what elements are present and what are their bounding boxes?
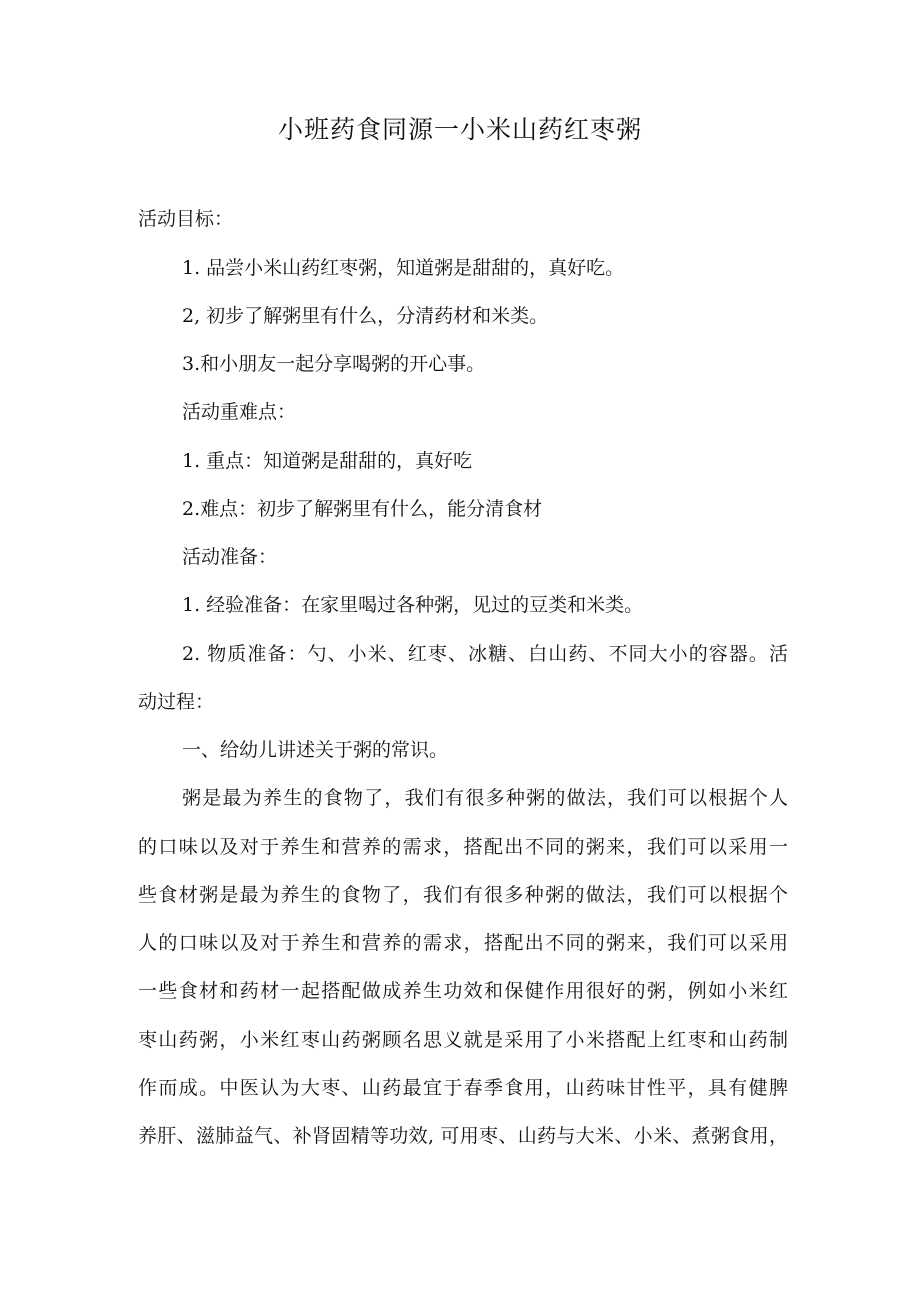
document-title: 小班药食同源一小米山药红枣粥 (277, 115, 642, 144)
preparation-item-2-line-2: 动过程： (138, 691, 215, 713)
paragraph-line: 人的口味以及对于养生和营养的需求，搭配出不同的粥来，我们可以采用 (138, 932, 788, 954)
paragraph-line: 枣山药粥，小米红枣山药粥顾名思义就是采用了小米搭配上红枣和山药制 (138, 1029, 788, 1051)
paragraph-line: 养肝、滋肺益气、补肾固精等功效, 可用枣、山药与大米、小米、煮粥食用， (138, 1125, 788, 1147)
preparation-item-1: 1. 经验准备：在家里喝过各种粥，见过的豆类和米类。 (182, 594, 644, 616)
goal-item-2: 2, 初步了解粥里有什么，分清药材和米类。 (182, 305, 549, 327)
paragraph-line: 一些食材和药材一起搭配做成养生功效和保健作用很好的粥，例如小米红 (138, 980, 788, 1002)
paragraph-line: 的口味以及对于养生和营养的需求，搭配出不同的粥来，我们可以采用一 (138, 836, 788, 858)
paragraph-line: 些食材粥是最为养生的食物了，我们有很多种粥的做法，我们可以根据个 (138, 884, 788, 906)
section-heading-goals: 活动目标： (138, 208, 234, 230)
goal-item-1: 1. 品尝小米山药红枣粥，知道粥是甜甜的，真好吃。 (182, 257, 625, 279)
key-point-item-1: 1. 重点：知道粥是甜甜的，真好吃 (182, 450, 473, 472)
section-heading-preparation: 活动准备： (182, 546, 278, 568)
paragraph-line: 粥是最为养生的食物了，我们有很多种粥的做法，我们可以根据个人 (182, 787, 788, 809)
paragraph-line: 作而成。中医认为大枣、山药最宜于春季食用，山药味甘性平，具有健脾 (138, 1077, 788, 1099)
section-heading-key-points: 活动重难点： (182, 401, 297, 423)
preparation-item-2-line-1: 2. 物质准备：勺、小米、红枣、冰糖、白山药、不同大小的容器。活 (182, 643, 788, 665)
process-step-1-heading: 一、给幼儿讲述关于粥的常识。 (182, 739, 449, 761)
goal-item-3: 3.和小朋友一起分享喝粥的开心事。 (182, 353, 486, 375)
key-point-item-2: 2.难点：初步了解粥里有什么，能分清食材 (182, 498, 543, 520)
